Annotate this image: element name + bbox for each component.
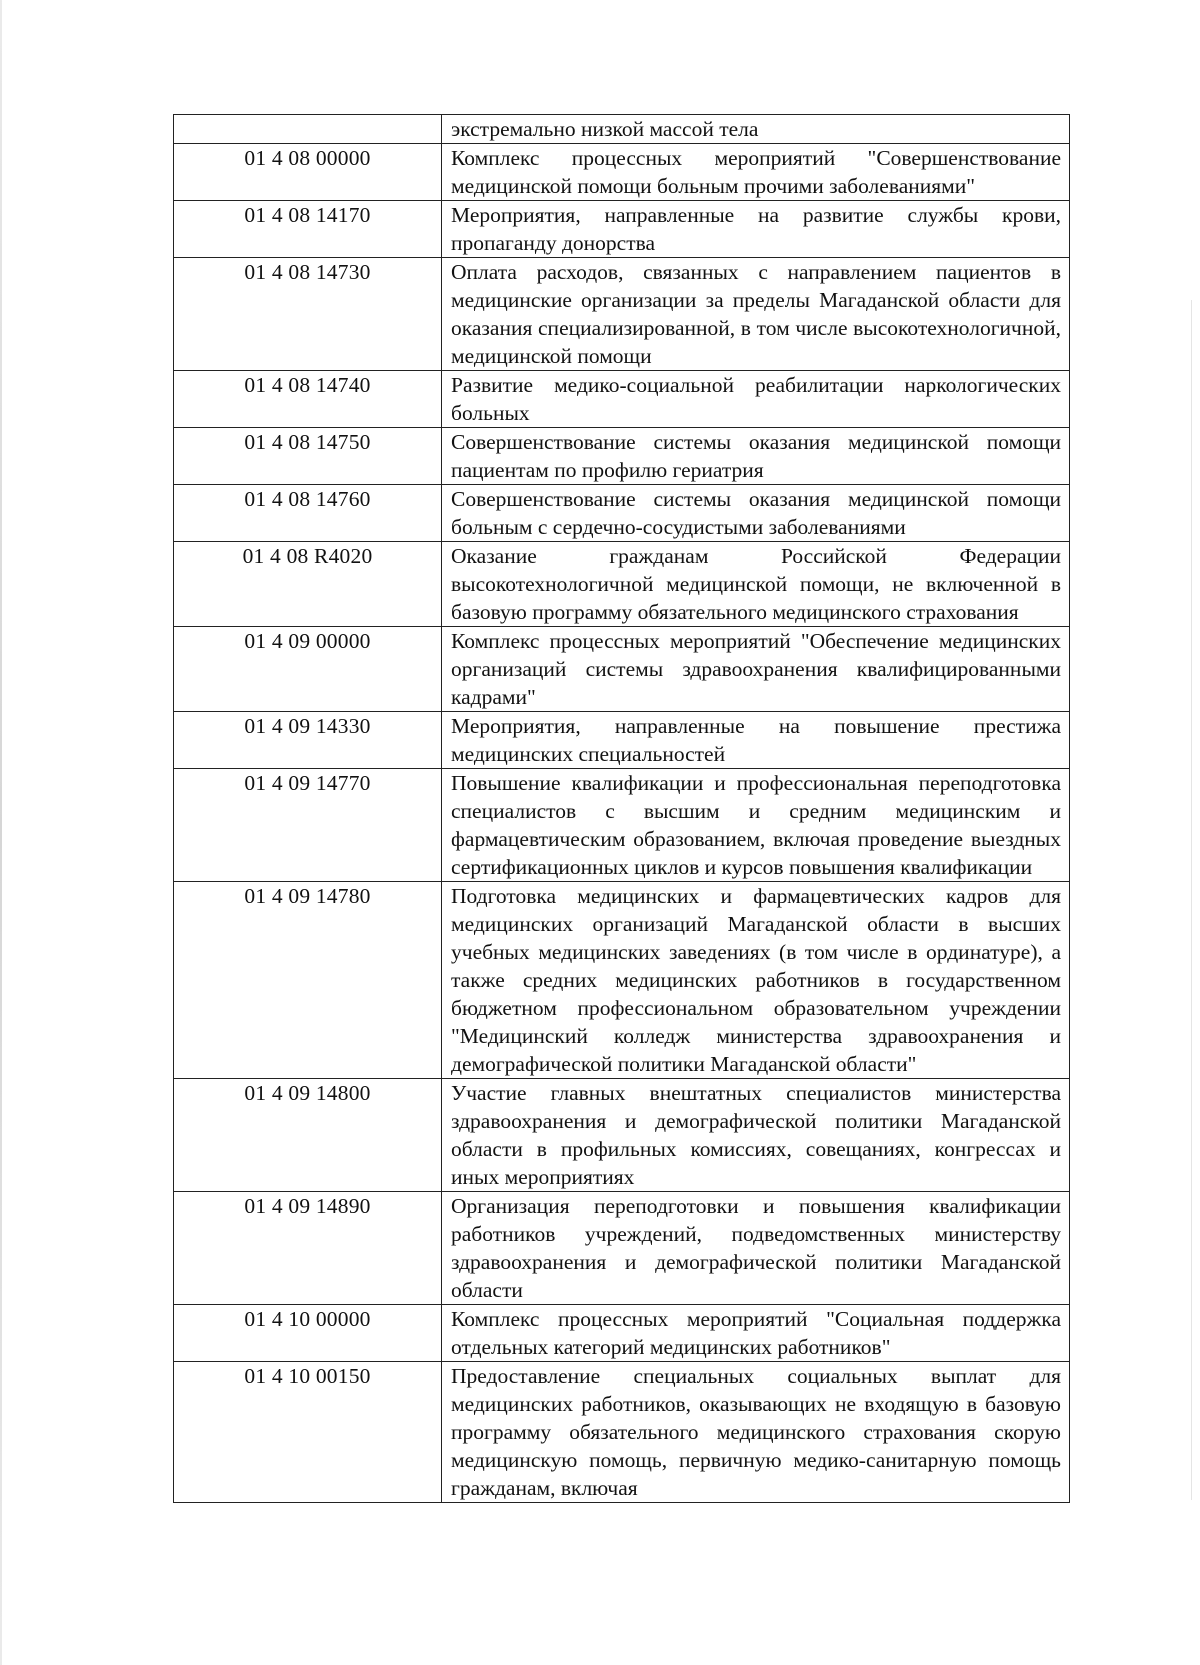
description-cell: Мероприятия, направленные на повышение престижа медицинских специальностей <box>442 712 1070 769</box>
code-cell: 01 4 09 14770 <box>174 769 442 882</box>
table-row <box>174 1079 1070 1192</box>
budget-classification-table <box>173 114 1070 1503</box>
table-row <box>174 371 1070 428</box>
code-cell: 01 4 10 00000 <box>174 1305 442 1362</box>
code-cell: 01 4 08 00000 <box>174 144 442 201</box>
description-cell: Оказание гражданам Российской Федерации высокотехнологичной медицинской помощи, не включенной в базовую программу обязательного медицинского страхования <box>442 542 1070 627</box>
code-cell: 01 4 09 14330 <box>174 712 442 769</box>
table-row <box>174 769 1070 882</box>
description-cell: Совершенствование системы оказания медицинской помощи больным с сердечно-сосудистыми заболеваниями <box>442 485 1070 542</box>
scan-edge <box>1191 300 1192 1500</box>
code-cell: 01 4 08 14170 <box>174 201 442 258</box>
code-cell: 01 4 09 14800 <box>174 1079 442 1192</box>
table-row <box>174 1192 1070 1305</box>
table-row <box>174 712 1070 769</box>
table-row <box>174 542 1070 627</box>
description-cell: Развитие медико-социальной реабилитации наркологических больных <box>442 371 1070 428</box>
table-body <box>174 115 1070 1503</box>
code-cell: 01 4 08 14730 <box>174 258 442 371</box>
description-cell: Подготовка медицинских и фармацевтических кадров для медицинских организаций Магаданской области в высших учебных медицинских заведениях (в том числе в ординатуре), а также средних медицинских работников в государственном бюджетном профессиональном образовательном учреждении "Медицинский колледж министерства здравоохранения и демографической политики Магаданской области" <box>442 882 1070 1079</box>
description-cell: Участие главных внештатных специалистов министерства здравоохранения и демографической политики Магаданской области в профильных комиссиях, совещаниях, конгрессах и иных мероприятиях <box>442 1079 1070 1192</box>
description-cell: Комплекс процессных мероприятий "Социальная поддержка отдельных категорий медицинских работников" <box>442 1305 1070 1362</box>
table-row <box>174 428 1070 485</box>
table-row <box>174 627 1070 712</box>
code-cell: 01 4 08 14740 <box>174 371 442 428</box>
scan-edge <box>0 0 2 1665</box>
table-row <box>174 144 1070 201</box>
table-row <box>174 115 1070 144</box>
table-row <box>174 201 1070 258</box>
description-cell: Комплекс процессных мероприятий "Обеспечение медицинских организаций системы здравоохранения квалифицированными кадрами" <box>442 627 1070 712</box>
table-row <box>174 258 1070 371</box>
description-cell: Комплекс процессных мероприятий "Совершенствование медицинской помощи больным прочими заболеваниями" <box>442 144 1070 201</box>
description-cell: Совершенствование системы оказания медицинской помощи пациентам по профилю гериатрия <box>442 428 1070 485</box>
code-cell: 01 4 08 R4020 <box>174 542 442 627</box>
description-cell: Мероприятия, направленные на развитие службы крови, пропаганду донорства <box>442 201 1070 258</box>
code-cell <box>174 115 442 144</box>
description-cell: Предоставление специальных социальных выплат для медицинских работников, оказывающих не входящую в базовую программу обязательного медицинского страхования скорую медицинскую помощь, первичную медико-санитарную помощь гражданам, включая <box>442 1362 1070 1503</box>
code-cell: 01 4 09 14780 <box>174 882 442 1079</box>
code-cell: 01 4 09 00000 <box>174 627 442 712</box>
description-cell: Оплата расходов, связанных с направлением пациентов в медицинские организации за пределы Магаданской области для оказания специализированной, в том числе высокотехнологичной, медицинской помощи <box>442 258 1070 371</box>
table-row <box>174 485 1070 542</box>
description-cell: Повышение квалификации и профессиональная переподготовка специалистов с высшим и средним медицинским и фармацевтическим образованием, включая проведение выездных сертификационных циклов и курсов повышения квалификации <box>442 769 1070 882</box>
table-row <box>174 1305 1070 1362</box>
code-cell: 01 4 08 14760 <box>174 485 442 542</box>
code-cell: 01 4 08 14750 <box>174 428 442 485</box>
code-cell: 01 4 10 00150 <box>174 1362 442 1503</box>
description-cell: экстремально низкой массой тела <box>442 115 1070 144</box>
table-row <box>174 882 1070 1079</box>
table-row <box>174 1362 1070 1503</box>
code-cell: 01 4 09 14890 <box>174 1192 442 1305</box>
description-cell: Организация переподготовки и повышения квалификации работников учреждений, подведомственных министерству здравоохранения и демографической политики Магаданской области <box>442 1192 1070 1305</box>
